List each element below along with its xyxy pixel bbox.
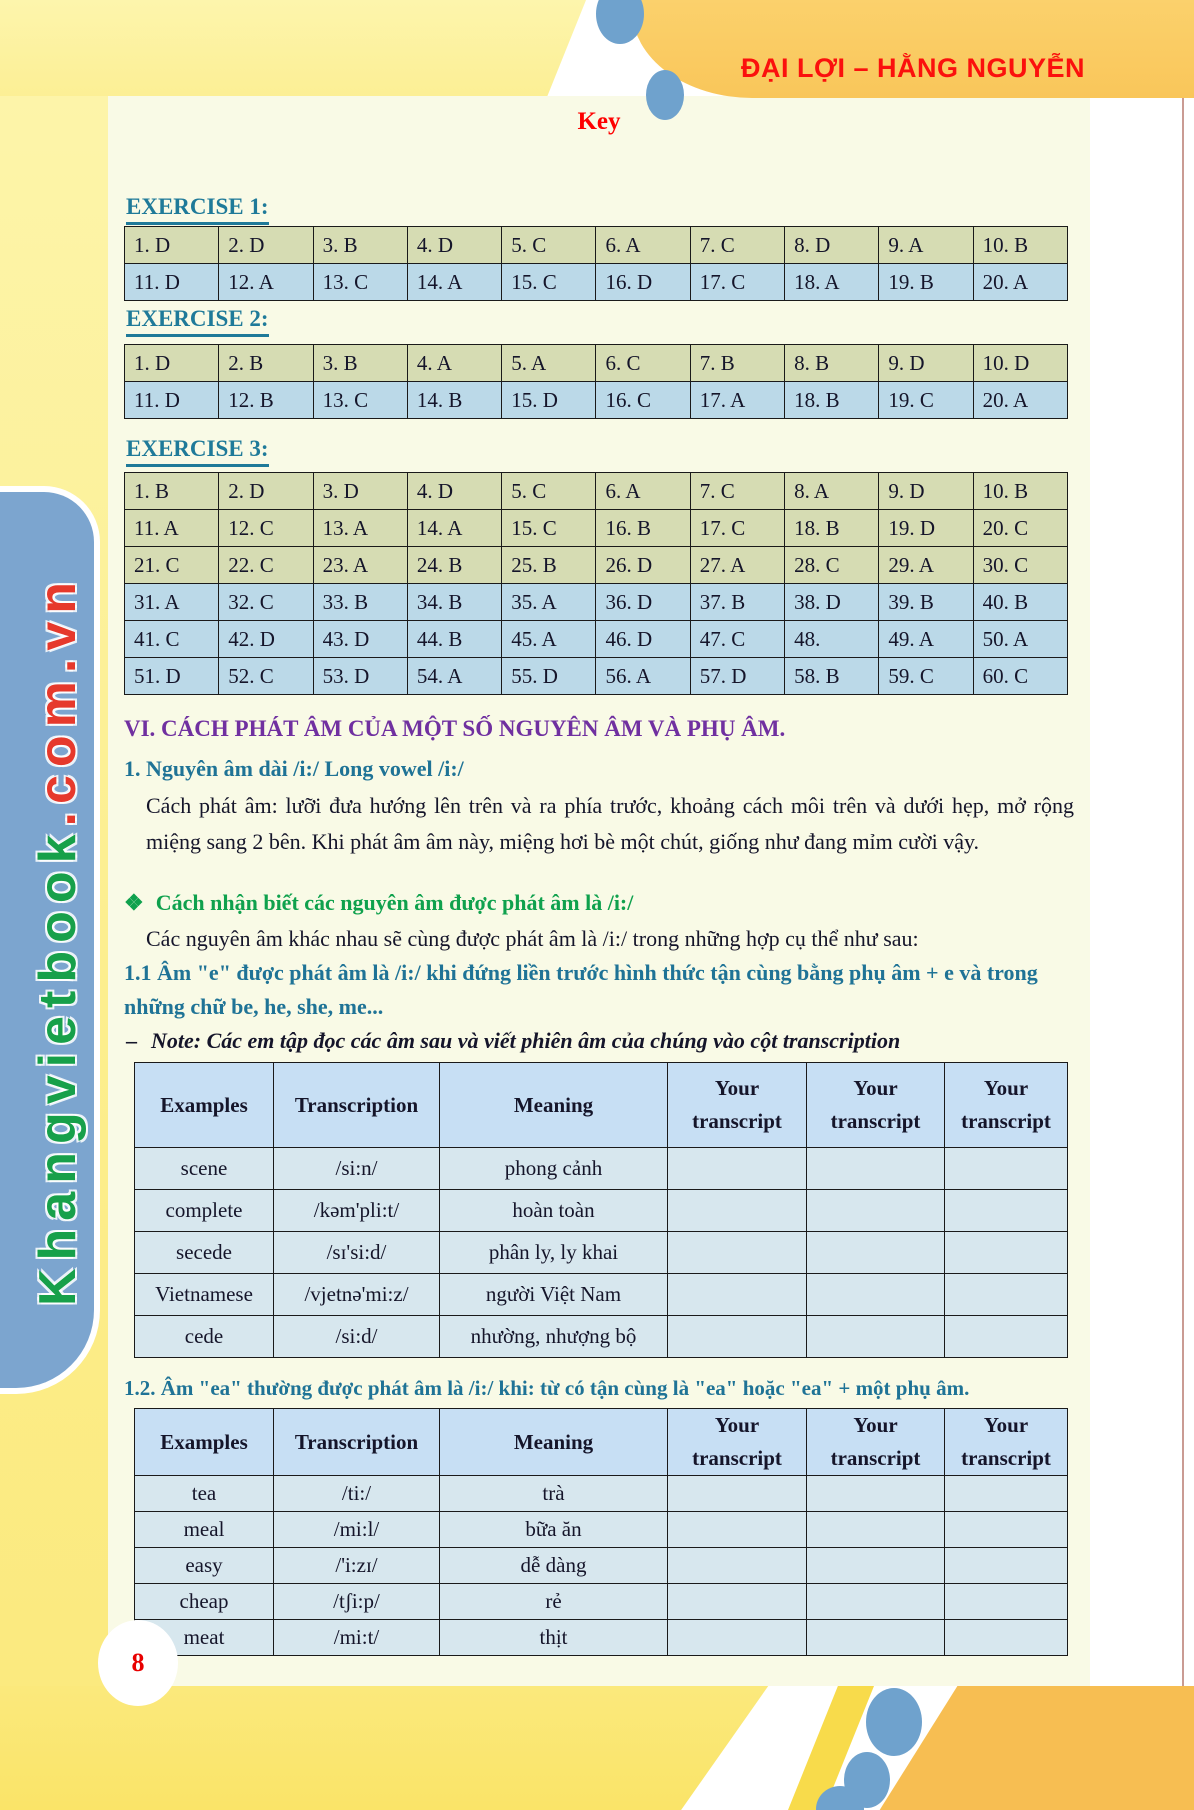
- watermark-url: [18, 490, 98, 1390]
- answer-cell: 14. A: [407, 510, 501, 547]
- answer-row: [125, 547, 1068, 584]
- vocab-cell: meal: [135, 1512, 274, 1548]
- vocab-cell: /mi:t/: [274, 1620, 440, 1656]
- answer-row: [125, 473, 1068, 510]
- vocab-header-cell: Your transcript: [668, 1063, 807, 1148]
- vocab-table-e: [134, 1062, 1068, 1358]
- vocab-header-row: [135, 1409, 1068, 1476]
- answer-cell: 9. D: [879, 345, 973, 382]
- vocab-cell: thịt: [440, 1620, 668, 1656]
- your-transcript-cell: [945, 1148, 1068, 1190]
- vocab-cell: complete: [135, 1190, 274, 1232]
- diamond-bullet-icon: ❖: [124, 890, 144, 915]
- answer-cell: 2. D: [219, 473, 313, 510]
- vocab-header-cell: Meaning: [440, 1409, 668, 1476]
- answer-row: [125, 621, 1068, 658]
- vocab-header-cell: Transcription: [274, 1063, 440, 1148]
- answer-cell: 58. B: [785, 658, 879, 695]
- answer-cell: 24. B: [407, 547, 501, 584]
- answer-cell: 12. B: [219, 382, 313, 419]
- answer-cell: 55. D: [502, 658, 596, 695]
- answer-cell: 28. C: [785, 547, 879, 584]
- answer-cell: 1. B: [125, 473, 219, 510]
- your-transcript-cell: [945, 1620, 1068, 1656]
- vocab-cell: cede: [135, 1316, 274, 1358]
- bg-yellow-top-band: [0, 0, 644, 96]
- vocab-cell: /vjetnə'mi:z/: [274, 1274, 440, 1316]
- answer-cell: 35. A: [502, 584, 596, 621]
- vocab-header-cell: Your transcript: [945, 1409, 1068, 1476]
- answer-cell: 10. D: [973, 345, 1067, 382]
- answer-cell: 11. D: [125, 382, 219, 419]
- answer-cell: 7. B: [690, 345, 784, 382]
- exercise-3-answer-table: [124, 472, 1068, 695]
- vocab-row: [135, 1316, 1068, 1358]
- vocab-row: [135, 1512, 1068, 1548]
- answer-cell: 3. B: [313, 227, 407, 264]
- answer-cell: 12. A: [219, 264, 313, 301]
- answer-cell: 50. A: [973, 621, 1067, 658]
- answer-cell: 26. D: [596, 547, 690, 584]
- answer-cell: 6. C: [596, 345, 690, 382]
- your-transcript-cell: [807, 1548, 945, 1584]
- answer-row: [125, 584, 1068, 621]
- vocab-cell: /sɪ'si:d/: [274, 1232, 440, 1274]
- answer-cell: 14. A: [407, 264, 501, 301]
- explanation-line: Các nguyên âm khác nhau sẽ cùng được phát âm là /i:/ trong những hợp cụ thể như sau:: [146, 926, 919, 951]
- answer-cell: 10. B: [973, 473, 1067, 510]
- answer-cell: 1. D: [125, 345, 219, 382]
- vocab-header-cell: Your transcript: [668, 1409, 807, 1476]
- vocab-cell: scene: [135, 1148, 274, 1190]
- vocab-header-cell: Examples: [135, 1409, 274, 1476]
- your-transcript-cell: [668, 1620, 807, 1656]
- answer-cell: 20. A: [973, 264, 1067, 301]
- brand-title: ĐẠI LỢI – HẰNG NGUYỄN: [740, 53, 1086, 83]
- vocab-row: [135, 1584, 1068, 1620]
- your-transcript-cell: [945, 1316, 1068, 1358]
- answer-cell: 33. B: [313, 584, 407, 621]
- vocab-cell: rẻ: [440, 1584, 668, 1620]
- watermark-green-text: Khangvietbook: [29, 826, 87, 1307]
- decor-dot-icon: [866, 1688, 922, 1756]
- vocab-cell: dễ dàng: [440, 1548, 668, 1584]
- answer-cell: 4. D: [407, 473, 501, 510]
- answer-cell: 39. B: [879, 584, 973, 621]
- answer-cell: 34. B: [407, 584, 501, 621]
- vocab-cell: meat: [135, 1620, 274, 1656]
- vocab-cell: phân ly, ly khai: [440, 1232, 668, 1274]
- answer-cell: 7. C: [690, 227, 784, 264]
- subsection-1-heading: 1. Nguyên âm dài /i:/ Long vowel /i:/: [124, 756, 464, 781]
- vocab-header-cell: Meaning: [440, 1063, 668, 1148]
- your-transcript-cell: [807, 1584, 945, 1620]
- your-transcript-cell: [668, 1232, 807, 1274]
- vocab-cell: phong cảnh: [440, 1148, 668, 1190]
- answer-cell: 52. C: [219, 658, 313, 695]
- answer-row: [125, 510, 1068, 547]
- exercise-2-answer-table: [124, 344, 1068, 419]
- answer-cell: 16. B: [596, 510, 690, 547]
- vocab-header-row: [135, 1063, 1068, 1148]
- answer-cell: 32. C: [219, 584, 313, 621]
- answer-cell: 3. B: [313, 345, 407, 382]
- vocab-header-cell: Your transcript: [807, 1409, 945, 1476]
- recognition-heading: ❖ Cách nhận biết các nguyên âm được phát âm là /i:/: [124, 890, 634, 915]
- your-transcript-cell: [668, 1190, 807, 1232]
- answer-cell: 2. B: [219, 345, 313, 382]
- answer-cell: 43. D: [313, 621, 407, 658]
- bg-yellow-bottom-band: [0, 1686, 792, 1810]
- your-transcript-cell: [807, 1148, 945, 1190]
- answer-cell: 19. B: [879, 264, 973, 301]
- subsection-1-2-heading: 1.2. Âm "ea" thường được phát âm là /i:/ khi: từ có tận cùng là "ea" hoặc "ea" + một phụ âm.: [124, 1376, 970, 1400]
- vocab-cell: trà: [440, 1476, 668, 1512]
- answer-cell: 9. D: [879, 473, 973, 510]
- vocab-cell: tea: [135, 1476, 274, 1512]
- answer-row: [125, 227, 1068, 264]
- vocab-cell: /ti:/: [274, 1476, 440, 1512]
- decor-dot-icon: [646, 70, 684, 120]
- your-transcript-cell: [668, 1148, 807, 1190]
- vocab-cell: /tʃi:p/: [274, 1584, 440, 1620]
- answer-cell: 18. B: [785, 510, 879, 547]
- your-transcript-cell: [945, 1190, 1068, 1232]
- vocab-row: [135, 1548, 1068, 1584]
- vocab-header-cell: Transcription: [274, 1409, 440, 1476]
- answer-cell: 20. C: [973, 510, 1067, 547]
- answer-cell: 17. C: [690, 510, 784, 547]
- answer-cell: 16. D: [596, 264, 690, 301]
- answer-cell: 11. A: [125, 510, 219, 547]
- vocab-cell: nhường, nhượng bộ: [440, 1316, 668, 1358]
- answer-cell: 54. A: [407, 658, 501, 695]
- subsection-1-1-heading: 1.1 Âm "e" được phát âm là /i:/ khi đứng liền trước hình thức tận cùng bằng phụ âm + e và trong những chữ be, he, she, me...: [124, 960, 1038, 1019]
- your-transcript-cell: [807, 1620, 945, 1656]
- vocab-cell: easy: [135, 1548, 274, 1584]
- answer-cell: 31. A: [125, 584, 219, 621]
- answer-cell: 5. C: [502, 473, 596, 510]
- answer-cell: 38. D: [785, 584, 879, 621]
- answer-cell: 27. A: [690, 547, 784, 584]
- your-transcript-cell: [945, 1512, 1068, 1548]
- answer-cell: 53. D: [313, 658, 407, 695]
- your-transcript-cell: [668, 1316, 807, 1358]
- answer-cell: 9. A: [879, 227, 973, 264]
- dash-bullet-icon: –: [126, 1028, 137, 1053]
- your-transcript-cell: [668, 1584, 807, 1620]
- page-number: 8: [131, 1648, 145, 1677]
- answer-cell: 21. C: [125, 547, 219, 584]
- answer-cell: 30. C: [973, 547, 1067, 584]
- vocab-row: [135, 1232, 1068, 1274]
- watermark-red-text: .com.vn: [29, 573, 87, 827]
- your-transcript-cell: [668, 1274, 807, 1316]
- answer-cell: 13. C: [313, 264, 407, 301]
- answer-cell: 29. A: [879, 547, 973, 584]
- answer-cell: 8. B: [785, 345, 879, 382]
- answer-cell: 2. D: [219, 227, 313, 264]
- your-transcript-cell: [807, 1274, 945, 1316]
- page-number-badge: [98, 1620, 178, 1706]
- pronunciation-paragraph: Cách phát âm: lưỡi đưa hướng lên trên và ra phía trước, khoảng cách môi trên và dưới hẹp, mở rộng miệng sang 2 bên. Khi phát âm âm này, miệng hơi bè một chút, giống như đang mỉm cười vậy.: [146, 793, 1074, 854]
- answer-cell: 1. D: [125, 227, 219, 264]
- answer-cell: 25. B: [502, 547, 596, 584]
- vocab-row: [135, 1274, 1068, 1316]
- answer-cell: 15. C: [502, 264, 596, 301]
- answer-cell: 4. D: [407, 227, 501, 264]
- answer-row: [125, 382, 1068, 419]
- answer-cell: 23. A: [313, 547, 407, 584]
- vocab-header-cell: Your transcript: [945, 1063, 1068, 1148]
- vocab-cell: người Việt Nam: [440, 1274, 668, 1316]
- vocab-cell: /si:n/: [274, 1148, 440, 1190]
- answer-cell: 19. C: [879, 382, 973, 419]
- your-transcript-cell: [807, 1232, 945, 1274]
- answer-cell: 13. C: [313, 382, 407, 419]
- answer-cell: 16. C: [596, 382, 690, 419]
- answer-cell: 41. C: [125, 621, 219, 658]
- answer-cell: 60. C: [973, 658, 1067, 695]
- answer-row: [125, 264, 1068, 301]
- answer-cell: 10. B: [973, 227, 1067, 264]
- vocab-table-ea: [134, 1408, 1068, 1656]
- vocab-cell: Vietnamese: [135, 1274, 274, 1316]
- answer-cell: 6. A: [596, 473, 690, 510]
- vocab-row: [135, 1476, 1068, 1512]
- your-transcript-cell: [945, 1476, 1068, 1512]
- answer-cell: 13. A: [313, 510, 407, 547]
- answer-cell: 17. A: [690, 382, 784, 419]
- vocab-cell: /'i:zɪ/: [274, 1548, 440, 1584]
- exercise-3-heading: EXERCISE 3:: [126, 436, 269, 467]
- your-transcript-cell: [945, 1548, 1068, 1584]
- answer-cell: 18. A: [785, 264, 879, 301]
- vocab-cell: /kəm'pli:t/: [274, 1190, 440, 1232]
- answer-cell: 42. D: [219, 621, 313, 658]
- answer-cell: 17. C: [690, 264, 784, 301]
- answer-cell: 19. D: [879, 510, 973, 547]
- answer-row: [125, 345, 1068, 382]
- bg-orange-header-shape: [632, 0, 1194, 98]
- answer-cell: 14. B: [407, 382, 501, 419]
- answer-cell: 8. A: [785, 473, 879, 510]
- section-heading: VI. CÁCH PHÁT ÂM CỦA MỘT SỐ NGUYÊN ÂM VÀ PHỤ ÂM.: [124, 716, 786, 741]
- key-title: Key: [577, 108, 621, 135]
- answer-cell: 22. C: [219, 547, 313, 584]
- answer-cell: 3. D: [313, 473, 407, 510]
- answer-cell: 15. D: [502, 382, 596, 419]
- your-transcript-cell: [807, 1190, 945, 1232]
- answer-cell: 15. C: [502, 510, 596, 547]
- note-line: – Note: Các em tập đọc các âm sau và viết phiên âm của chúng vào cột transcription: [126, 1028, 901, 1053]
- exercise-2-heading: EXERCISE 2:: [126, 306, 269, 337]
- vocab-cell: secede: [135, 1232, 274, 1274]
- answer-cell: 36. D: [596, 584, 690, 621]
- vocab-cell: /si:d/: [274, 1316, 440, 1358]
- your-transcript-cell: [668, 1512, 807, 1548]
- answer-cell: 57. D: [690, 658, 784, 695]
- page-edge-line: [1182, 92, 1184, 1686]
- your-transcript-cell: [668, 1476, 807, 1512]
- answer-cell: 49. A: [879, 621, 973, 658]
- your-transcript-cell: [945, 1584, 1068, 1620]
- exercise-1-heading: EXERCISE 1:: [126, 194, 269, 225]
- vocab-header-cell: Examples: [135, 1063, 274, 1148]
- answer-cell: 20. A: [973, 382, 1067, 419]
- vocab-row: [135, 1620, 1068, 1656]
- exercise-1-answer-table: [124, 226, 1068, 301]
- your-transcript-cell: [807, 1476, 945, 1512]
- answer-cell: 46. D: [596, 621, 690, 658]
- answer-cell: 5. A: [502, 345, 596, 382]
- answer-cell: 11. D: [125, 264, 219, 301]
- answer-cell: 56. A: [596, 658, 690, 695]
- answer-cell: 48.: [785, 621, 879, 658]
- answer-row: [125, 658, 1068, 695]
- vocab-header-cell: Your transcript: [807, 1063, 945, 1148]
- answer-cell: 47. C: [690, 621, 784, 658]
- answer-cell: 8. D: [785, 227, 879, 264]
- your-transcript-cell: [945, 1274, 1068, 1316]
- answer-cell: 40. B: [973, 584, 1067, 621]
- vocab-cell: bữa ăn: [440, 1512, 668, 1548]
- answer-cell: 6. A: [596, 227, 690, 264]
- answer-cell: 12. C: [219, 510, 313, 547]
- answer-cell: 51. D: [125, 658, 219, 695]
- your-transcript-cell: [945, 1232, 1068, 1274]
- page-content: [108, 96, 1090, 1686]
- answer-cell: 7. C: [690, 473, 784, 510]
- answer-cell: 37. B: [690, 584, 784, 621]
- vocab-row: [135, 1148, 1068, 1190]
- vocab-cell: /mi:l/: [274, 1512, 440, 1548]
- vocab-cell: hoàn toàn: [440, 1190, 668, 1232]
- answer-cell: 45. A: [502, 621, 596, 658]
- answer-cell: 44. B: [407, 621, 501, 658]
- answer-cell: 18. B: [785, 382, 879, 419]
- answer-cell: 59. C: [879, 658, 973, 695]
- vocab-row: [135, 1190, 1068, 1232]
- answer-cell: 5. C: [502, 227, 596, 264]
- your-transcript-cell: [807, 1512, 945, 1548]
- vocab-cell: cheap: [135, 1584, 274, 1620]
- answer-cell: 4. A: [407, 345, 501, 382]
- your-transcript-cell: [807, 1316, 945, 1358]
- your-transcript-cell: [668, 1548, 807, 1584]
